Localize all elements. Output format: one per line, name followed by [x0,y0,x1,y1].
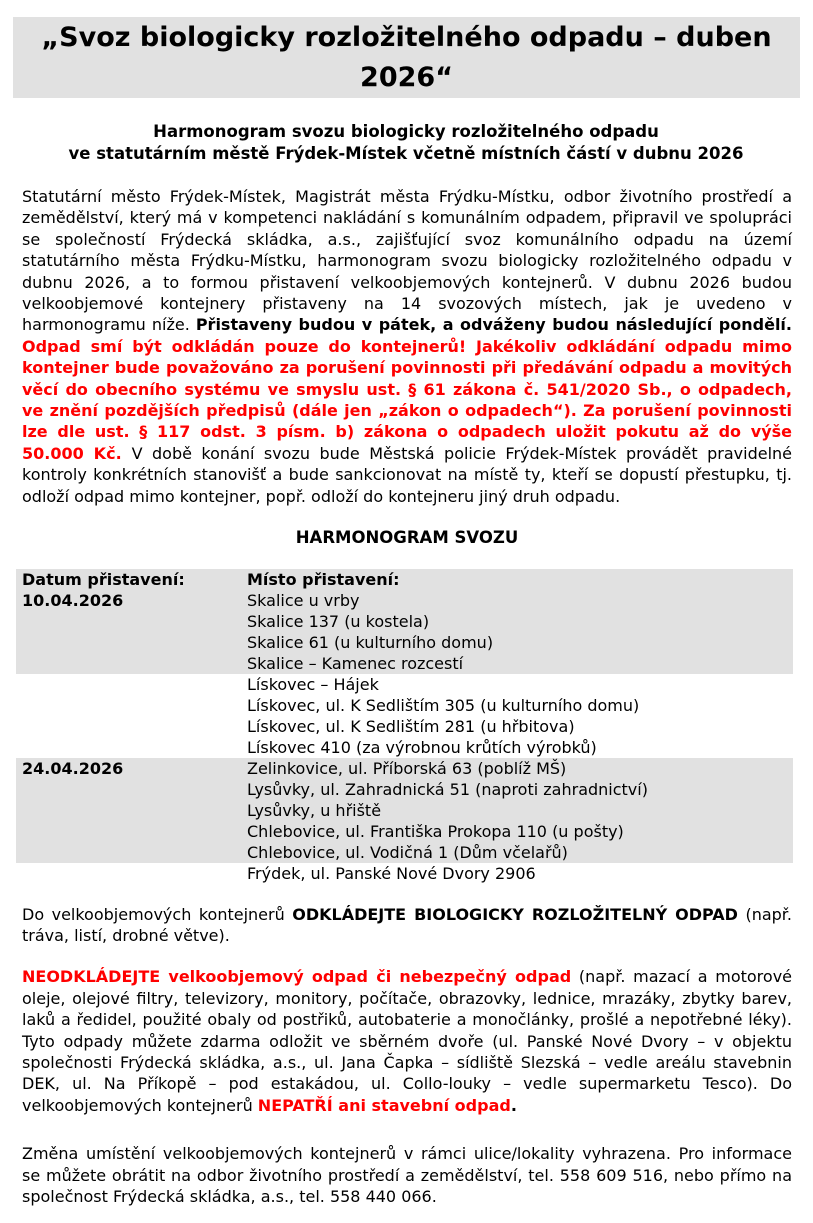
forbidden-text-red-2: NEPATŘÍ ani stavební odpad [257,1095,511,1115]
schedule-place: Skalice u vrby [247,590,360,610]
schedule-date [16,863,247,884]
intro-text-warning-red: Odpad smí být odkládán pouze do kontejnerů! Jakékoliv odkládání odpadu mimo kontejner bude považováno za porušení povinnosti při předávání odpadu a movitých věcí do obecního systému ve smyslu ust. § 61 zákona č. 541/2020 Sb., o odpadech, ve znění pozdějších předpisů (dále jen „zákon o odpadech“). Za porušení povinnosti lze dle ust. § 117 odst. 3 písm. b) zákona o odpadech uložit pokutu až do výše 50.000 Kč. [22,336,792,463]
schedule-place: Lískovec, ul. K Sedlištím 281 (u hřbitova) [247,716,575,736]
schedule-table [16,569,793,888]
subtitle-line-2: ve statutárním městě Frýdek-Místek včetně místních částí v dubnu 2026 [68,144,744,163]
schedule-place: Chlebovice, ul. Vodičná 1 (Dům včelařů) [247,842,568,862]
forbidden-text-regular: (např. mazací a motorové oleje, olejové filtry, televizory, monitory, počítače, obrazovky, lednice, mrazáky, zbytky barev, laků a ředidel, použité obaly od postřiků, autobaterie a monočlánky, prošlé a nepotřebné léky). Tyto odpady můžete zdarma odložit ve sběrném dvoře (ul. Panské Nové Dvory – v objektu společnosti Frýdecká skládka, a.s., ul. Jana Čapka – sídliště Slezská – vedle areálu stavebnin DEK, ul. Na Příkopě – pod estakádou, ul. Collo-louky – vedle supermarketu Tesco). Do velkoobjemových kontejnerů [22,967,793,1115]
contact-info-paragraph: Změna umístění velkoobjemových kontejnerů v rámci ulice/lokality vyhrazena. Pro informace se můžete obrátit na odbor životního prostředí a zemědělství, tel. 558 609 516, nebo přímo na společnost Frýdecká skládka, a.s., tel. 558 440 066. [22,1144,792,1206]
schedule-place: Skalice 61 (u kulturního domu) [247,632,494,652]
document-title: „Svoz biologicky rozložitelného odpadu – duben 2026“ [41,22,772,93]
allowed-text-regular: Do velkoobjemových kontejnerů [22,904,293,924]
intro-text-closing: V době konání svozu bude Městská policie Frýdek-Místek provádět pravidelné kontroly konkrétních stanovišť a bude sankcionovat na místě ty, kteří se dopustí přestupku, tj. odloží odpad mimo kontejner, popř. odloží do kontejneru jiný druh odpadu. [22,443,793,506]
schedule-row [16,758,793,863]
schedule-place: Zelinkovice, ul. Příborská 63 (poblíž MŠ) [247,758,567,778]
schedule-place: Frýdek, ul. Panské Nové Dvory 2906 [247,863,536,883]
schedule-places [247,674,793,758]
intro-text-bold: Přistaveny budou v pátek, a odváženy budou následující pondělí. [195,315,792,335]
intro-text-regular: Statutární město Frýdek-Místek, Magistrát města Frýdku-Místku, odbor životního prostředí a zemědělství, který má v kompetenci nakládání s komunálním odpadem, připravil ve spolupráci se společností Frýdecká skládka, a.s., zajišťující svoz komunálního odpadu na území statutárního města Frýdku-Místku, harmonogram svozu biologicky rozložitelného odpadu v dubnu 2026, a to formou přistavení velkoobjemových kontejnerů. V dubnu 2026 budou velkoobjemové kontejnery přistaveny na 14 svozových místech, jak je uvedeno v harmonogramu níže. [22,187,792,335]
allowed-text-examples: (např. tráva, listí, drobné větve). [22,904,793,945]
schedule-place: Chlebovice, ul. Františka Prokopa 110 (u pošty) [247,821,624,841]
forbidden-text-period: . [510,1095,517,1115]
forbidden-waste-paragraph [22,966,792,1116]
subtitle-line-1: Harmonogram svozu biologicky rozložitelného odpadu [153,122,659,141]
schedule-date: 10.04.2026 [22,590,124,610]
schedule-header-row [16,569,793,590]
schedule-date: 24.04.2026 [22,758,124,778]
allowed-waste-paragraph [22,904,792,947]
forbidden-text-red: NEODKLÁDEJTE velkoobjemový odpad či nebezpečný odpad [22,967,572,987]
schedule-place: Skalice – Kamenec rozcestí [247,653,464,673]
schedule-place: Lískovec – Hájek [247,674,379,694]
schedule-places [247,590,793,674]
document-subtitle [21,121,791,165]
schedule-header-date: Datum přistavení: [22,569,185,589]
schedule-date [16,674,247,758]
schedule-header-place: Místo přistavení: [247,569,400,589]
schedule-heading: HARMONOGRAM SVOZU [295,528,519,548]
schedule-places [247,863,793,884]
schedule-row [16,590,793,674]
schedule-row [16,863,793,888]
intro-paragraph [22,186,792,507]
schedule-row [16,674,793,758]
schedule-place: Skalice 137 (u kostela) [247,611,430,631]
document-title-banner [13,17,800,98]
schedule-place: Lískovec 410 (za výrobnou krůtích výrobků) [247,737,597,757]
schedule-places [247,758,793,863]
schedule-table-body [16,590,793,888]
schedule-place: Lískovec, ul. K Sedlištím 305 (u kulturního domu) [247,695,640,715]
schedule-place: Lysůvky, u hřiště [247,800,382,820]
allowed-text-bold: ODKLÁDEJTE BIOLOGICKY ROZLOŽITELNÝ ODPAD [292,904,738,924]
schedule-place: Lysůvky, ul. Zahradnická 51 (naproti zahradnictví) [247,779,648,799]
